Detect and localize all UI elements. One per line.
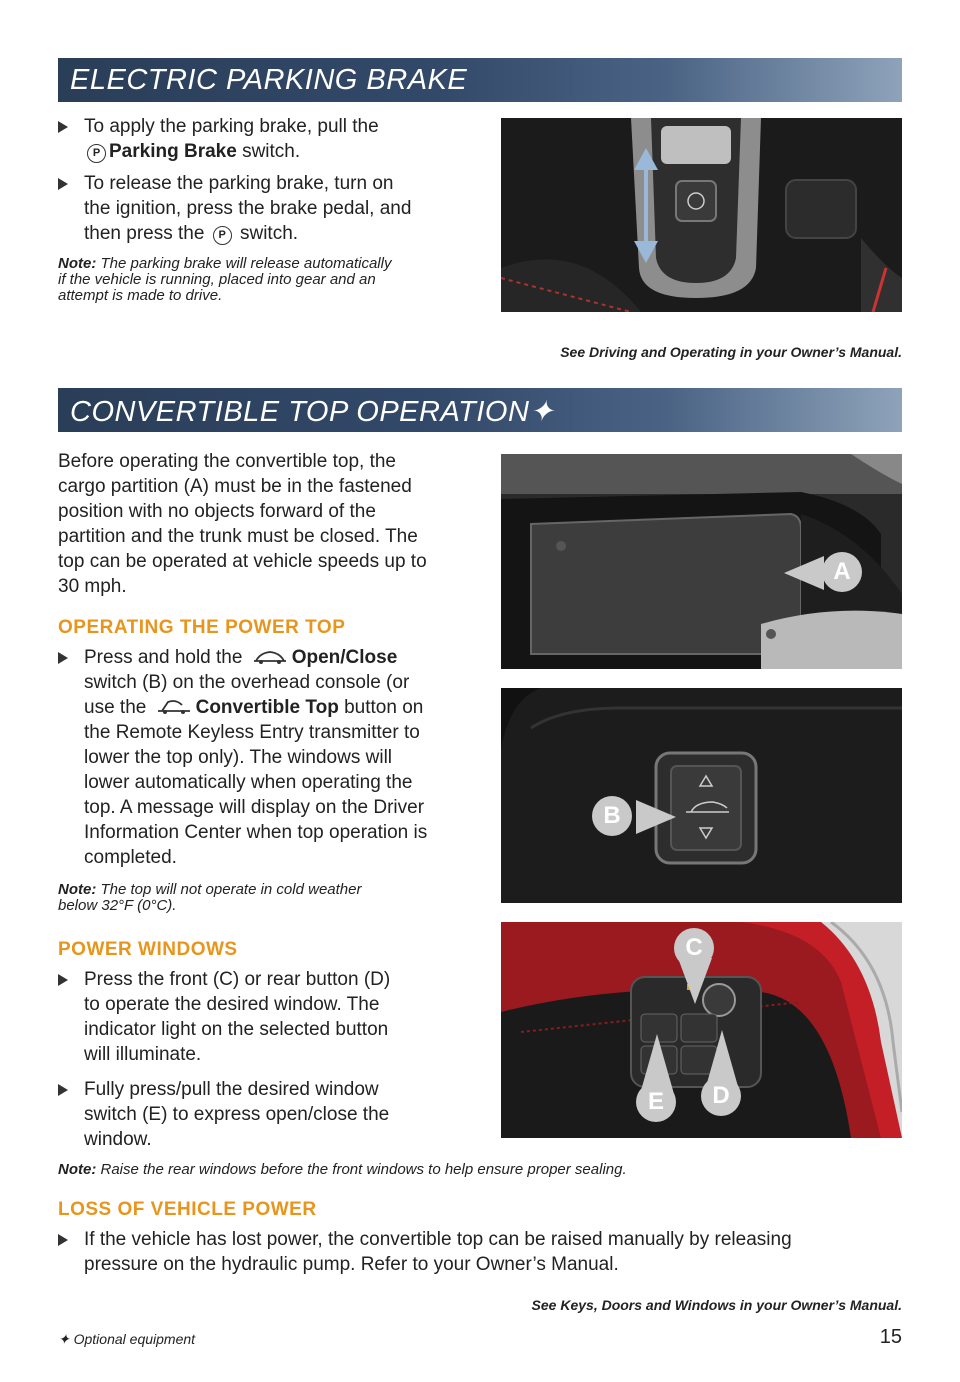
note-text: attempt is made to drive. xyxy=(58,287,223,304)
text-line: cargo partition (A) must be in the fastened xyxy=(58,476,412,497)
bullet-power-top xyxy=(58,645,427,870)
text-line: will illuminate. xyxy=(84,1044,202,1065)
note-label: Note: xyxy=(58,255,97,272)
page-number: 15 xyxy=(879,1326,902,1348)
text-line: top. A message will display on the Driver xyxy=(84,797,425,818)
bullet-release-brake xyxy=(58,171,411,246)
text-line: to operate the desired window. The xyxy=(84,994,380,1015)
text-line: button on xyxy=(338,697,424,718)
text-line: position with no objects forward of the xyxy=(58,501,376,522)
convertible-top-icon xyxy=(252,649,288,665)
text-line: Press and hold the xyxy=(84,647,248,668)
bullet-arrow-icon xyxy=(58,178,68,190)
text-line: To apply the parking brake, pull the xyxy=(84,116,379,137)
note-text: if the vehicle is running, placed into gear and an xyxy=(58,271,376,288)
intro-paragraph xyxy=(58,449,488,599)
text-line: If the vehicle has lost power, the convertible top can be raised manually by releasing xyxy=(84,1229,792,1250)
bullet-arrow-icon xyxy=(58,974,68,986)
text-line: then press the xyxy=(84,223,210,244)
parking-brake-icon: P xyxy=(87,144,106,163)
text-line: partition and the trunk must be closed. The xyxy=(58,526,418,547)
text-line: Fully press/pull the desired window xyxy=(84,1079,379,1100)
text-line: switch (B) on the overhead console (or xyxy=(84,672,410,693)
note-label: Note: xyxy=(58,881,97,898)
note-window-sealing xyxy=(58,1162,902,1178)
text-line: switch (E) to express open/close the xyxy=(84,1104,390,1125)
bullet-arrow-icon xyxy=(58,121,68,133)
convertible-top-icon xyxy=(156,697,192,715)
bullet-arrow-icon xyxy=(58,652,68,664)
text-line: use the xyxy=(84,697,152,718)
text-line: the ignition, press the brake pedal, and xyxy=(84,198,412,219)
callout-c: C xyxy=(674,928,714,968)
text-line: the Remote Keyless Entry transmitter to xyxy=(84,722,420,743)
section-title: ELECTRIC PARKING BRAKE xyxy=(70,64,468,96)
text-line: Information Center when top operation is xyxy=(84,822,428,843)
callout-a: A xyxy=(822,552,862,592)
section-title: CONVERTIBLE TOP OPERATION✦ xyxy=(70,396,555,428)
text-line: To release the parking brake, turn on xyxy=(84,173,394,194)
text-line: lower the top only). The windows will xyxy=(84,747,393,768)
text-line: switch. xyxy=(236,141,301,162)
subheading-power-windows: POWER WINDOWS xyxy=(58,939,238,960)
note-epb xyxy=(58,256,488,304)
parking-brake-icon: P xyxy=(213,226,232,245)
reference-convertible: See Keys, Doors and Windows in your Owner’s Manual. xyxy=(531,1297,902,1313)
text-line: lower automatically when operating the xyxy=(84,772,413,793)
note-cold-weather xyxy=(58,882,488,914)
callout-d: D xyxy=(701,1076,741,1116)
overhead-switch-photo xyxy=(501,688,902,903)
section-banner-epb xyxy=(58,58,902,102)
text-line: window. xyxy=(84,1129,152,1150)
bullet-arrow-icon xyxy=(58,1084,68,1096)
callout-e: E xyxy=(636,1082,676,1122)
bullet-express-window xyxy=(58,1077,389,1152)
text-line: pressure on the hydraulic pump. Refer to your Owner’s Manual. xyxy=(84,1254,619,1275)
reference-epb: See Driving and Operating in your Owner’s Manual. xyxy=(560,344,902,360)
parking-brake-photo xyxy=(501,118,902,312)
note-text: Raise the rear windows before the front windows to help ensure proper sealing. xyxy=(96,1161,627,1178)
section-banner-convertible xyxy=(58,388,902,432)
note-text: below 32°F (0°C). xyxy=(58,897,177,914)
subheading-loss-power: LOSS OF VEHICLE POWER xyxy=(58,1199,317,1220)
text-line: Before operating the convertible top, the xyxy=(58,451,397,472)
bullet-arrow-icon xyxy=(58,1234,68,1246)
bullet-apply-brake xyxy=(58,114,379,164)
subheading-power-top: OPERATING THE POWER TOP xyxy=(58,617,346,638)
text-line: switch. xyxy=(234,223,299,244)
bullet-loss-power xyxy=(58,1227,792,1277)
text-line: top can be operated at vehicle speeds up to xyxy=(58,551,427,572)
note-label: Note: xyxy=(58,1161,97,1178)
text-line: completed. xyxy=(84,847,177,868)
note-text: The top will not operate in cold weather xyxy=(96,881,362,898)
bullet-window-buttons xyxy=(58,967,390,1067)
bold-term: Convertible Top xyxy=(195,697,339,718)
text-line: indicator light on the selected button xyxy=(84,1019,389,1040)
bold-term: Open/Close xyxy=(291,647,398,668)
bold-term: Parking Brake xyxy=(109,141,237,162)
callout-pointer-b xyxy=(628,796,678,838)
optional-equipment-footnote: ✦ Optional equipment xyxy=(58,1331,196,1347)
note-text: The parking brake will release automatically xyxy=(96,255,392,272)
callout-b: B xyxy=(592,796,632,836)
text-line: 30 mph. xyxy=(58,576,127,597)
text-line: Press the front (C) or rear button (D) xyxy=(84,969,391,990)
